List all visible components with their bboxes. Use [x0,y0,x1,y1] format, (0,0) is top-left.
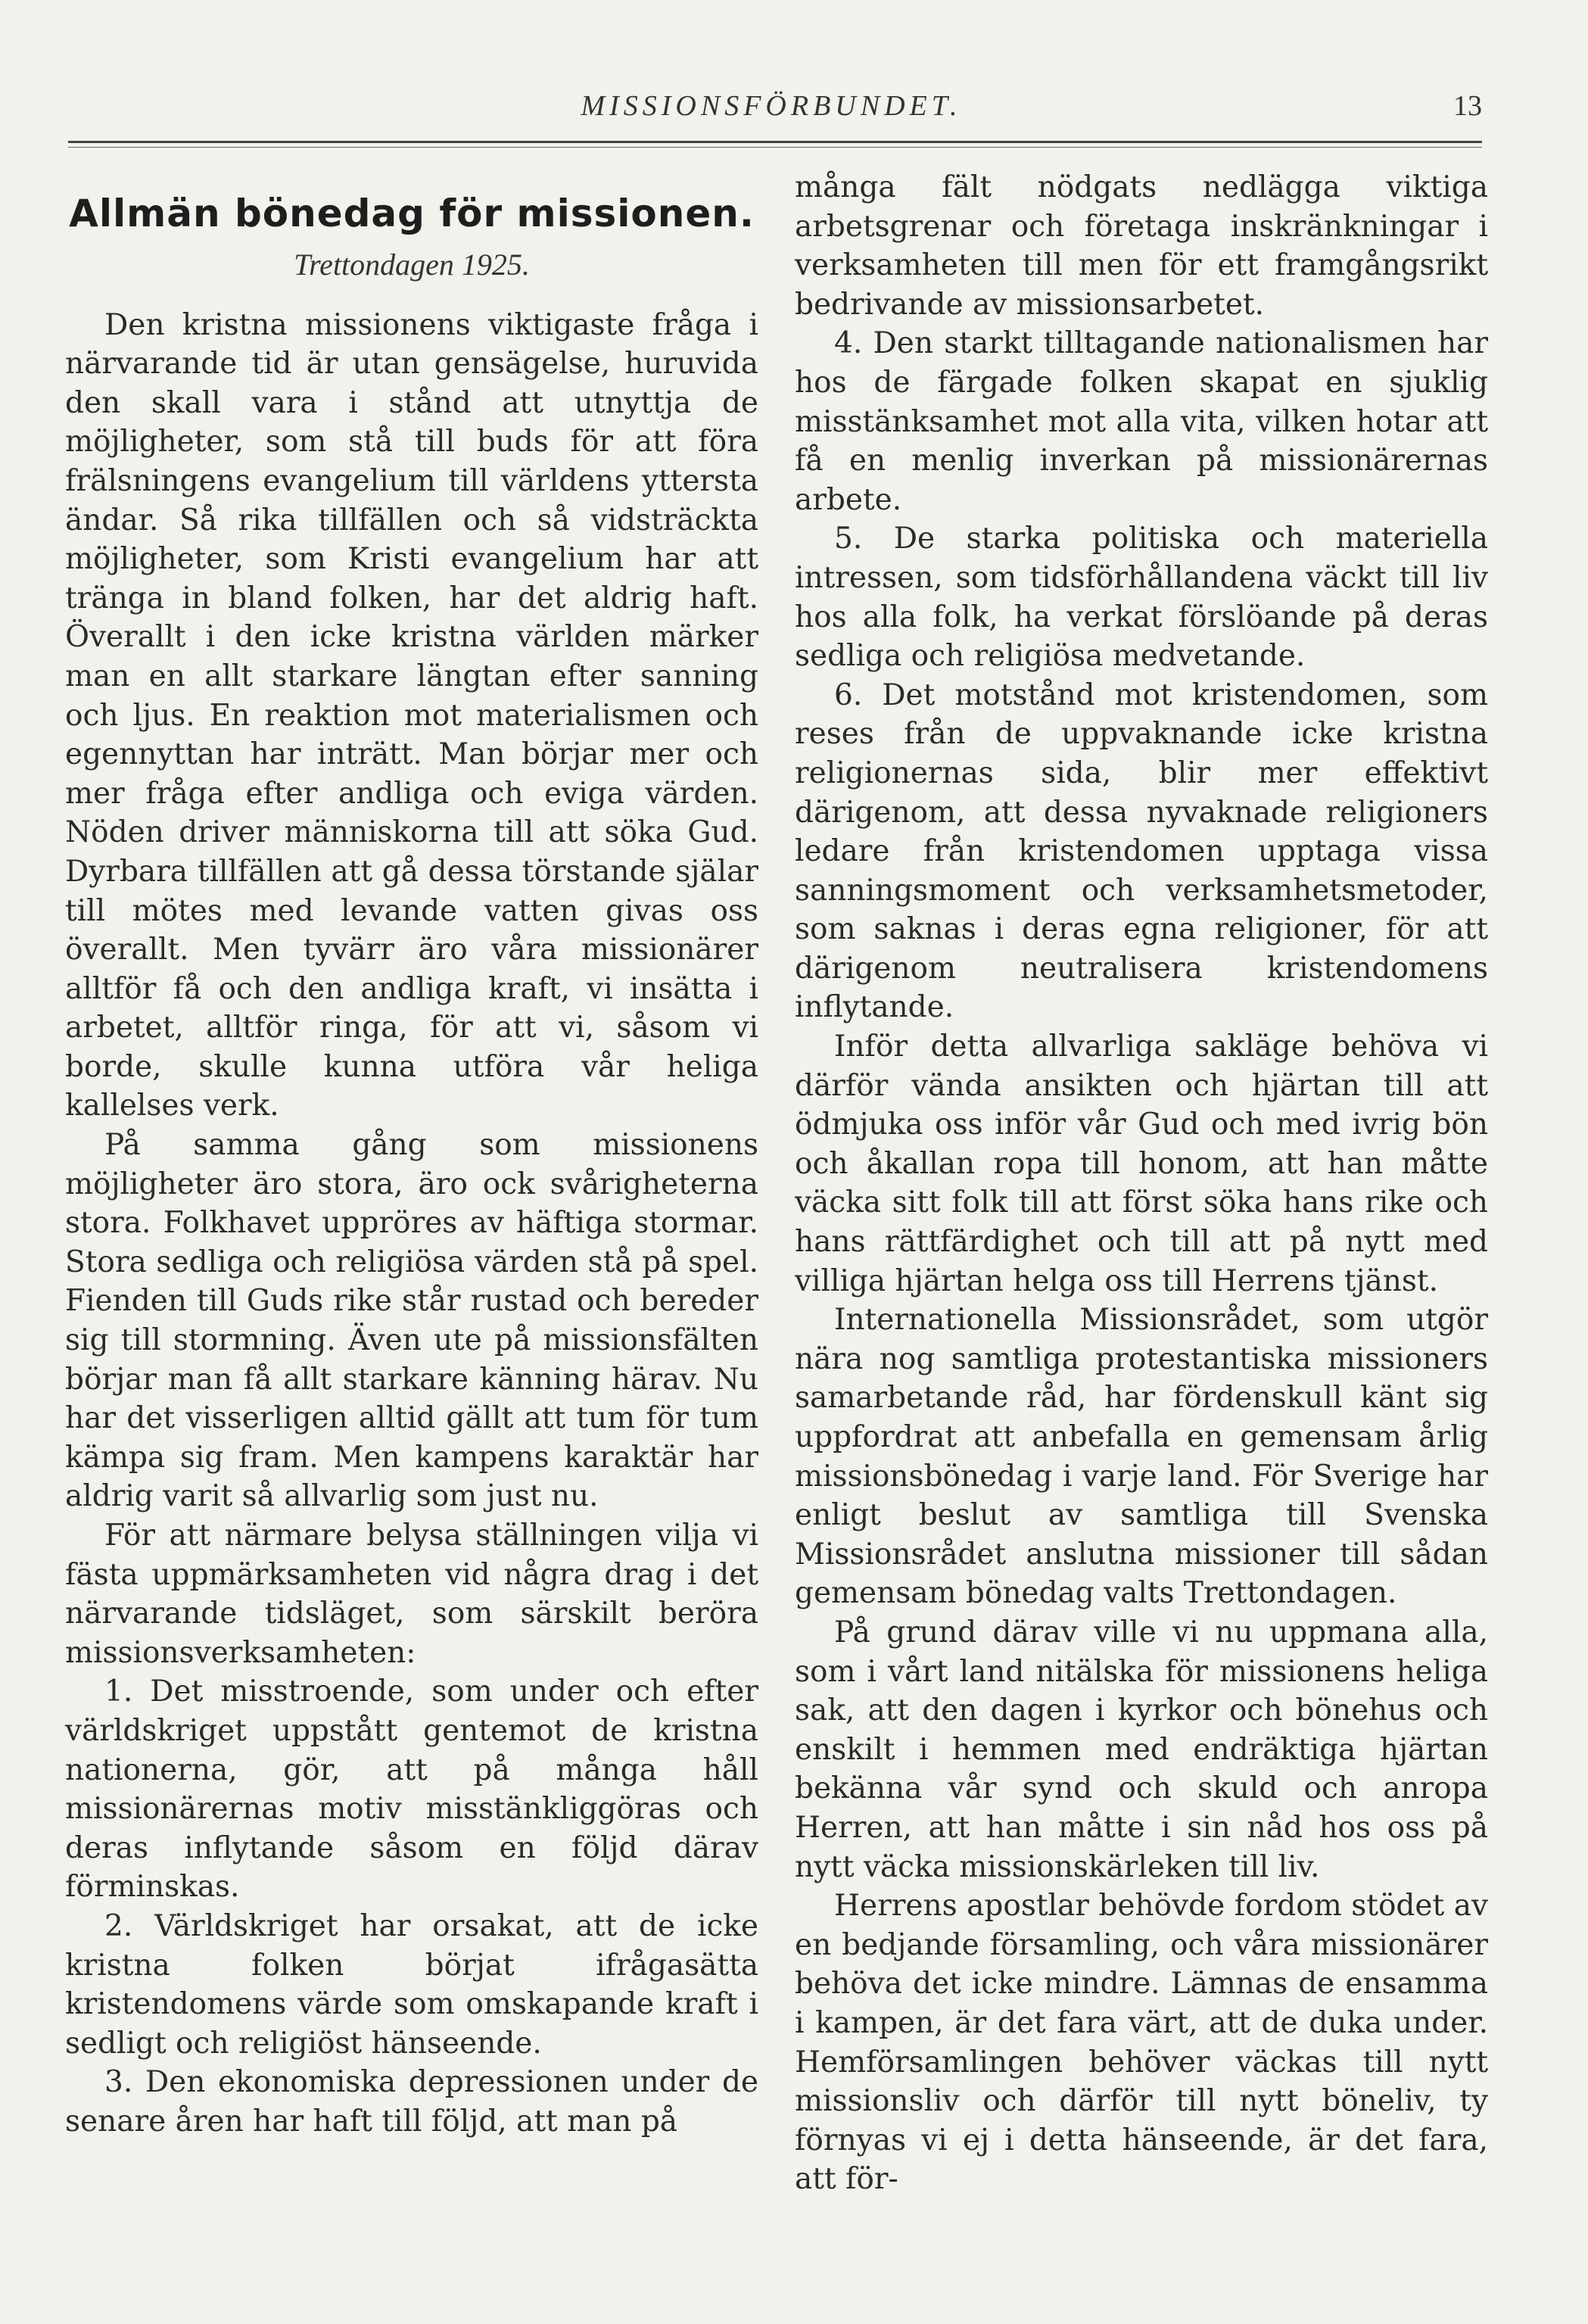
running-header [61,89,1482,135]
article-title: Allmän bönedag för missionen. [69,192,755,235]
right-column [795,168,1488,2199]
paragraph: Den kristna missionens viktigaste fråga i närvarande tid är utan gensägelse, huruvida den skall vara i stånd att utnyttja de möjligheter, som stå till buds för att föra frälsningens evangelium till världens yttersta ändar. Så rika tillfällen och så vidsträckta möjligheter, som Kristi evangelium har att tränga in bland folken, har det aldrig haft. Överallt i den icke kristna världen märker man en allt starkare längtan efter sanning och ljus. En reaktion mot materialismen och egennyttan har inträtt. Man börjar mer och mer fråga efter andliga och eviga värden. Nöden driver människorna till att söka Gud. Dyrbara tillfällen att gå dessa törstande själar till mötes med levande vatten givas oss överallt. Men tyvärr äro våra missionärer alltför få och den andliga kraft, vi insätta i arbetet, alltför ringa, för att vi, såsom vi borde, skulle kunna utföra vår heliga kallelses verk. [65,307,758,1123]
paragraph: För att närmare belysa ställningen vilja vi fästa uppmärksamheten vid några drag i det närvarande tidsläget, som särskilt beröra missionsverksamheten: [65,1519,758,1670]
paragraph: På samma gång som missionens möjligheter äro stora, äro ock svårigheterna stora. Folkhavet uppröres av häftiga stormar. Stora sedliga och religiösa värden stå på spel. Fienden till Guds rike står rustad och bereder sig till stormning. Även ute på missionsfälten börjar man få allt starkare känning härav. Nu har det visserligen alltid gällt att tum för tum kämpa sig fram. Men kampens karaktär har aldrig varit så allvarlig som just nu. [65,1128,758,1514]
list-item: 1. Det misstroende, som under och efter världskriget uppstått gentemot de kristna nationerna, gör, att på många håll missionärernas motiv misstänkliggöras och deras inflytande såsom en följd därav förminskas. [65,1674,758,1905]
paragraph: Internationella Missionsrådet, som utgör nära nog samtliga protestantiska missioners samarbetande råd, har fördenskull känt sig uppfordrat att anbefalla en gemensam årlig missionsbönedag i varje land. För Sverige har enligt beslut av samtliga till Svenska Missionsrådet anslutna missioner till sådan gemensam bönedag valts Trettondagen. [795,1303,1488,1611]
paragraph: På grund därav ville vi nu uppmana alla, som i vårt land nitälska för missionens heliga sak, att den dagen i kyrkor och bönehus och enskilt i hemmen med endräktiga hjärtan bekänna vår synd och skuld och anropa Herren, att han måtte i sin nåd hos oss på nytt väcka missionskärleken till liv. [795,1615,1488,1884]
list-item: 4. Den starkt tilltagande nationalismen har hos de färgade folken skapat en sjuklig misstänksamhet mot alla vita, vilken hotar att få en menlig inverkan på missionärernas arbete. [795,326,1488,517]
article-dateline: Trettondagen 1925. [294,248,530,282]
list-item: 6. Det motstånd mot kristendomen, som reses från de uppvaknande icke kristna religionernas sida, blir mer effektivt därigenom, att dessa nyvaknade religioners ledare från kristendomen upptaga vissa sanningsmoment och verksamhetsmetoder, som saknas i deras egna religioner, för att därigenom neutralisera kristendomens inflytande. [795,678,1488,1025]
running-title: MISSIONSFÖRBUNDET. [581,90,962,122]
page-number: 13 [1453,90,1482,122]
paragraph: Inför detta allvarliga sakläge behöva vi därför vända ansikten och hjärtan till att ödmjuka oss inför vår Gud och med ivrig bön och åkallan ropa till honom, att han måtte väcka sitt folk till att först söka hans rike och hans rättfärdighet och till att på nytt med villiga hjärtan helga oss till Herrens tjänst. [795,1030,1488,1298]
paragraph: många fält nödgats nedlägga viktiga arbetsgrenar och företaga inskränkningar i verksamheten till men för ett framgångsrikt bedrivande av missionsarbetet. [795,170,1488,322]
header-rule-thin [68,147,1482,148]
left-column [65,168,758,2142]
paragraph: Herrens apostlar behövde fordom stödet av en bedjande församling, och våra missionärer behöva det icke mindre. Lämnas de ensamma i kampen, är det fara värt, att de duka under. Hemförsamlingen behöver väckas till nytt missionsliv och därför till nytt böneliv, ty förnyas vi ej i detta hänseende, är det fara, att för- [795,1889,1488,2197]
list-item: 5. De starka politiska och materiella intressen, som tidsförhållandena väckt till liv hos alla folk, ha verkat förslöande på deras sedliga och religiösa medvetande. [795,522,1488,674]
list-item: 2. Världskriget har orsakat, att de icke kristna folken börjat ifrågasätta kristendomens värde som omskapande kraft i sedligt och religiöst hänseende. [65,1908,758,2061]
list-item: 3. Den ekonomiska depressionen under de senare åren har haft till följd, att man på [65,2065,758,2139]
header-rule-thick [68,141,1482,143]
